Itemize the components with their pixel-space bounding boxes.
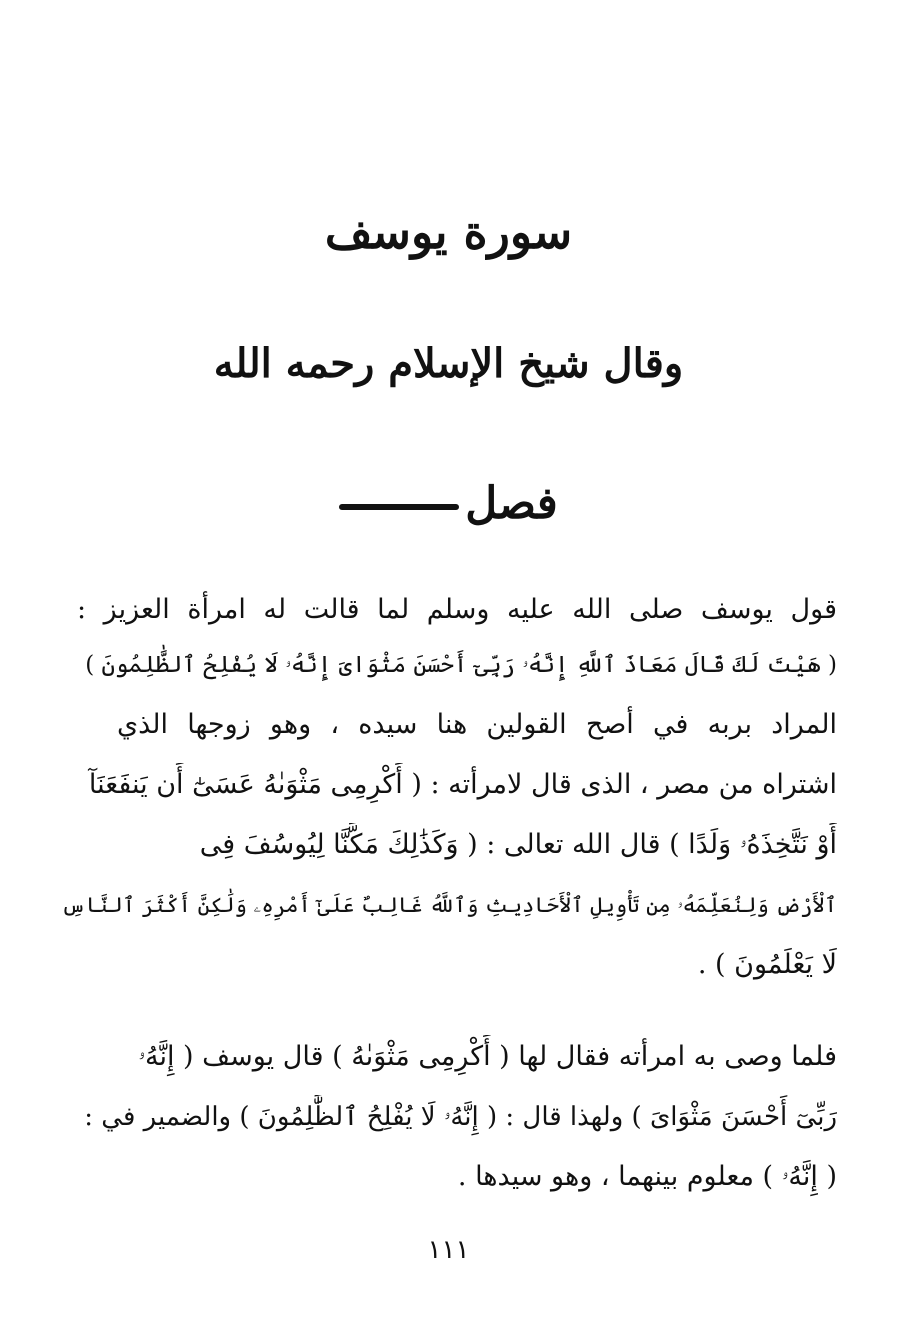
- paragraph-2-line-2: اشتراه من مصر ، الذى قال لامرأته : ( أَكْرِمِى مَثْوَىٰهُ عَسَىٰٓ أَن يَنفَعَنَآ: [88, 769, 837, 800]
- section-heading: [0, 478, 897, 529]
- paragraph-3-line-1: فلما وصى به امرأته فقال لها ( أَكْرِمِى مَثْوَىٰهُ ) قال يوسف ( إِنَّهُۥ: [138, 1041, 837, 1072]
- paragraph-2-line-4: ٱلْأَرْضِ وَلِنُعَلِّمَهُۥ مِن تَأْوِيلِ ٱلْأَحَادِيثِ وَٱللَّهُ غَالِبٌ عَلَىٰٓ أَمْرِهِۦ وَلَٰكِنَّ أَكْثَرَ ٱلنَّاسِ: [61, 893, 837, 917]
- paragraph-3-line-3: ( إِنَّهُۥ ) معلوم بينهما ، وهو سيدها .: [457, 1161, 837, 1192]
- paragraph-3-line-2: رَبِّىٓ أَحْسَنَ مَثْوَاىَ ) ولهذا قال : ( إِنَّهُۥ لَا يُفْلِحُ ٱلظَّٰلِمُونَ ) والضمير في :: [84, 1102, 837, 1132]
- surah-title: سورة يوسف: [324, 205, 573, 259]
- paragraph-2-line-3: أَوْ نَتَّخِذَهُۥ وَلَدًا ) قال الله تعالى : ( وَكَذَٰلِكَ مَكَّنَّا لِيُوسُفَ فِى: [199, 829, 837, 860]
- shaykh-heading: وقال شيخ الإسلام رحمه الله: [213, 340, 684, 387]
- page-number: ١١١: [427, 1235, 470, 1265]
- paragraph-1-line-2: ( هَيْتَ لَكَ قَالَ مَعَاذَ ٱللَّهِ إِنَّهُۥ رَبِّىٓ أَحْسَنَ مَثْوَاىَ إِنَّهُۥ لَا يُفْلِحُ ٱلظَّٰلِمُونَ ): [85, 652, 837, 678]
- paragraph-1-line-1: قول يوسف صلى الله عليه وسلم لما قالت له امرأة العزيز :: [77, 594, 837, 625]
- paragraph-2-line-1: المراد بربه في أصح القولين هنا سيده ، وهو زوجها الذي: [117, 709, 837, 740]
- section-heading-flourish: [339, 504, 459, 510]
- paragraph-2-line-5: لَا يَعْلَمُونَ ) .: [697, 949, 837, 980]
- section-heading-text: فصل: [465, 478, 558, 529]
